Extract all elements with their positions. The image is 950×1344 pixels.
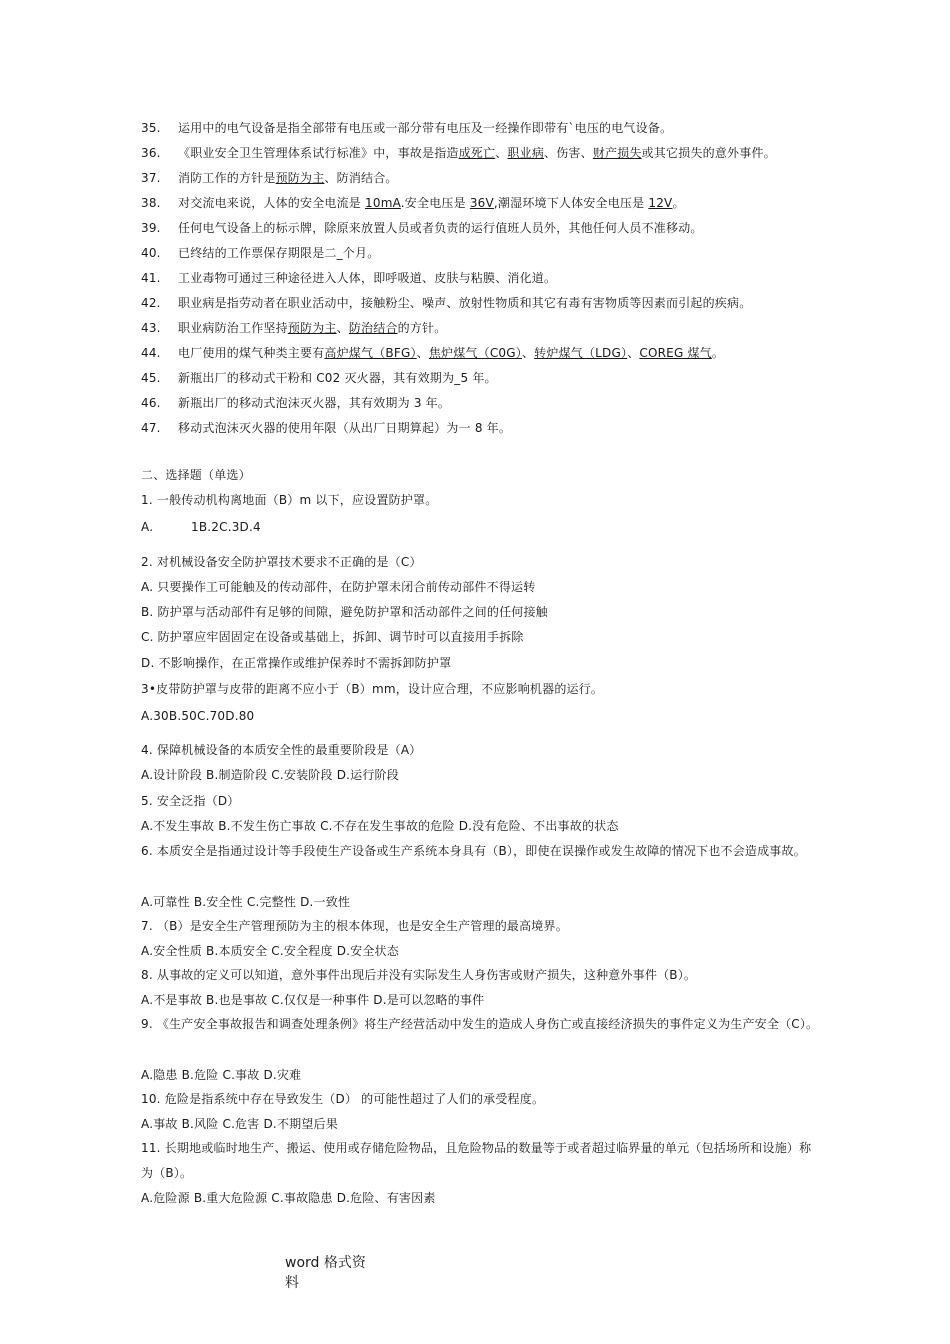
question-8: 8. 从事故的定义可以知道，意外事件出现后并没有实际发生人身伤害或财产损失，这种意外事件（B）。 <box>141 968 697 982</box>
option-prefix: A. <box>141 520 154 534</box>
fill-item <box>141 370 497 386</box>
fill-item <box>141 345 724 361</box>
underlined-answer: COREG 煤气 <box>639 346 712 360</box>
item-text: 已终结的工作票保存期限是二_个月。 <box>178 246 380 260</box>
item-text: 任何电气设备上的标示牌，除原来放置人员或者负责的运行值班人员外，其他任何人员不准移动。 <box>178 221 703 235</box>
item-number: 35. <box>141 121 161 135</box>
section-title: 二、选择题（单选） <box>141 468 251 482</box>
question-3: 3•皮带防护罩与皮带的距离不应小于（B）mm，设计应合理，不应影响机器的运行。 <box>141 682 604 696</box>
item-text: 、 <box>336 321 349 335</box>
fill-item <box>141 120 672 136</box>
item-text: 工业毒物可通过三种途径进入人体，即呼吸道、皮肤与粘膜、消化道。 <box>178 271 557 285</box>
underlined-answer: 财产损失 <box>592 146 642 160</box>
item-number: 37. <box>141 171 161 185</box>
item-number: 42. <box>141 296 161 310</box>
item-text: 、防消结合。 <box>324 171 398 185</box>
item-text: 电厂使用的煤气种类主要有 <box>178 346 325 360</box>
question-4: 4. 保障机械设备的本质安全性的最重要阶段是（A） <box>141 743 422 757</box>
item-text: 、 <box>521 346 535 360</box>
fill-item <box>141 420 511 436</box>
item-number: 36. <box>141 146 161 160</box>
underlined-answer: 高炉煤气（BFG） <box>324 346 417 360</box>
item-number: 45. <box>141 371 161 385</box>
question-7: 7. （B）是安全生产管理预防为主的根本体现，也是安全生产管理的最高境界。 <box>141 919 568 933</box>
item-text: 、 <box>627 346 640 360</box>
underlined-answer: 12V <box>648 196 673 210</box>
underlined-answer: 成死亡 <box>458 146 496 160</box>
question-2-option-b: B. 防护罩与活动部件有足够的间隙，避免防护罩和活动部件之间的任何接触 <box>141 605 548 619</box>
fill-item <box>141 170 398 186</box>
fill-item <box>141 195 685 211</box>
item-text: 对交流电来说，人体的安全电流是 <box>178 196 366 210</box>
item-text: 的方针。 <box>397 321 447 335</box>
underlined-answer: 10mA <box>365 196 401 210</box>
underlined-answer: 转炉煤气（LDG） <box>534 346 628 360</box>
question-10: 10. 危险是指系统中存在导致发生（D） 的可能性超过了人们的承受程度。 <box>141 1092 545 1106</box>
question-9: 9. 《生产安全事故报告和调查处理条例》将生产经营活动中发生的造成人身伤亡或直接经济损失的事件定义为生产安全（C）。 <box>141 1017 819 1031</box>
underlined-answer: 预防为主 <box>287 321 337 335</box>
question-2-option-d: D. 不影响操作，在正常操作或维护保养时不需拆卸防护罩 <box>141 656 452 670</box>
underlined-answer: 防治结合 <box>348 321 398 335</box>
underlined-answer: 36V <box>469 196 494 210</box>
question-1-options <box>141 519 261 535</box>
item-text: 运用中的电气设备是指全部带有电压或一部分带有电压及一经操作即带有`电压的电气设备。 <box>178 121 673 135</box>
item-text: 、 <box>495 146 508 160</box>
item-number: 40. <box>141 246 161 260</box>
underlined-answer: 预防为主 <box>275 171 325 185</box>
item-text: ,潮湿环境下人体安全电压是 <box>493 196 649 210</box>
question-10-options: A.事故 B.风险 C.危害 D.不期望后果 <box>141 1117 338 1131</box>
item-text: 新瓶出厂的移动式干粉和 C02 灭火器，其有效期为_5 年。 <box>178 371 497 385</box>
item-number: 44. <box>141 346 161 360</box>
item-text: 、伤害、 <box>544 146 593 160</box>
item-text: 。 <box>672 196 685 210</box>
item-text: 或其它损失的意外事件。 <box>641 146 776 160</box>
fill-item <box>141 245 379 261</box>
question-9-options: A.隐患 B.危险 C.事故 D.灾难 <box>141 1068 302 1082</box>
question-3-options: A.30B.50C.70D.80 <box>141 709 255 723</box>
item-number: 39. <box>141 221 161 235</box>
question-2-option-c: C. 防护罩应牢固固定在设备或基础上，拆卸、调节时可以直接用手拆除 <box>141 630 524 644</box>
item-text: .安全电压是 <box>400 196 470 210</box>
underlined-answer: 焦炉煤气（C0G） <box>428 346 522 360</box>
item-text: 职业病防治工作坚持 <box>178 321 288 335</box>
fill-item <box>141 395 450 411</box>
item-text: 。 <box>711 346 725 360</box>
item-text: 《职业安全卫生管理体系试行标准》中，事故是指造 <box>178 146 459 160</box>
item-number: 46. <box>141 396 161 410</box>
fill-item <box>141 270 556 286</box>
item-number: 47. <box>141 421 161 435</box>
item-text: 消防工作的方针是 <box>178 171 276 185</box>
item-number: 41. <box>141 271 161 285</box>
question-6: 6. 本质安全是指通过设计等手段使生产设备或生产系统本身具有（B），即使在误操作或发生故障的情况下也不会造成事故。 <box>141 844 806 858</box>
item-text: 、 <box>416 346 429 360</box>
fill-item <box>141 220 703 236</box>
question-7-options: A.安全性质 B.本质安全 C.安全程度 D.安全状态 <box>141 944 399 958</box>
question-5: 5. 安全泛指（D） <box>141 794 240 808</box>
options-text: 1B.2C.3D.4 <box>191 520 261 534</box>
question-4-options: A.设计阶段 B.制造阶段 C.安装阶段 D.运行阶段 <box>141 768 399 782</box>
underlined-answer: 职业病 <box>507 146 545 160</box>
question-11-options: A.危险源 B.重大危险源 C.事故隐患 D.危险、有害因素 <box>141 1191 436 1205</box>
item-text: 职业病是指劳动者在职业活动中，接触粉尘、噪声、放射性物质和其它有毒有害物质等因素而引起的疾病。 <box>178 296 752 310</box>
question-5-options: A.不发生事故 B.不发生伤亡事故 C.不存在发生事故的危险 D.没有危险、不出事故的状态 <box>141 819 619 833</box>
item-text: 新瓶出厂的移动式泡沫灭火器，其有效期为 3 年。 <box>178 396 451 410</box>
question-8-options: A.不是事故 B.也是事故 C.仅仅是一种事件 D.是可以忽略的事件 <box>141 993 485 1007</box>
question-1: 1. 一般传动机构离地面（B）m 以下，应设置防护罩。 <box>141 493 438 507</box>
question-11: 11. 长期地或临时地生产、搬运、使用或存储危险物品，且危险物品的数量等于或者超过临界量的单元（包括场所和设施）称为（B）。 <box>141 1141 812 1180</box>
question-2-option-a: A. 只要操作工可能触及的传动部件，在防护罩未闭合前传动部件不得运转 <box>141 580 536 594</box>
fill-item <box>141 145 776 161</box>
item-number: 43. <box>141 321 161 335</box>
fill-item <box>141 320 446 336</box>
question-6-options: A.可靠性 B.安全性 C.完整性 D.一致性 <box>141 895 351 909</box>
fill-item <box>141 295 751 311</box>
item-text: 移动式泡沫灭火器的使用年限（从出厂日期算起）为一 8 年。 <box>178 421 512 435</box>
question-2: 2. 对机械设备安全防护罩技术要求不正确的是（C） <box>141 555 422 569</box>
footer-text: word 格式资料 <box>285 1255 366 1291</box>
item-number: 38. <box>141 196 161 210</box>
